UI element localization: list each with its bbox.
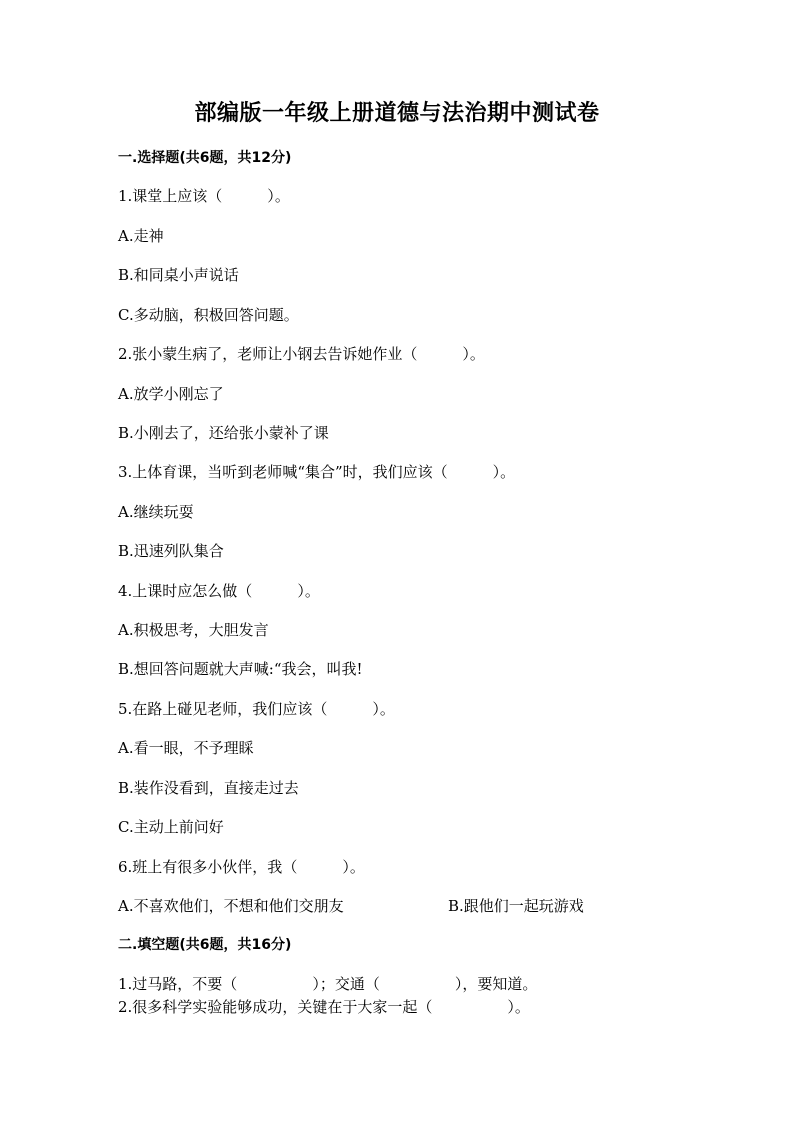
question-option: A.积极思考，大胆发言: [118, 621, 269, 639]
question-option: C.主动上前问好: [118, 818, 224, 836]
question-stem: 1.课堂上应该（ ）。: [118, 187, 290, 205]
fill-question: 1.过马路，不要（ ）；交通（ ），要知道。: [118, 975, 538, 993]
question-stem: 5.在路上碰见老师，我们应该（ ）。: [118, 700, 395, 718]
question-option: B.迅速列队集合: [118, 542, 224, 560]
question-option: A.走神: [118, 227, 164, 245]
question-option: A.不喜欢他们，不想和他们交朋友: [118, 897, 344, 915]
question-option: B.想回答问题就大声喊:“我会，叫我!: [118, 660, 363, 678]
question-stem: 6.班上有很多小伙伴，我（ ）。: [118, 858, 365, 876]
question-stem: 3.上体育课，当听到老师喊“集合”时，我们应该（ ）。: [118, 463, 516, 481]
fill-question: 2.很多科学实验能够成功，关键在于大家一起（ ）。: [118, 998, 530, 1016]
question-option: A.继续玩耍: [118, 503, 194, 521]
question-option: B.小刚去了，还给张小蒙补了课: [118, 424, 329, 442]
question-stem: 2.张小蒙生病了，老师让小钢去告诉她作业（ ）。: [118, 345, 485, 363]
question-option: A.看一眼，不予理睬: [118, 739, 254, 757]
question-option: C.多动脑，积极回答问题。: [118, 306, 299, 324]
section-heading-choice: 一.选择题(共6题，共12分): [118, 150, 292, 166]
question-option: A.放学小刚忘了: [118, 385, 224, 403]
question-option: B.装作没看到，直接走过去: [118, 779, 299, 797]
exam-title: 部编版一年级上册道德与法治期中测试卷: [194, 101, 600, 126]
question-stem: 4.上课时应怎么做（ ）。: [118, 582, 320, 600]
question-option: B.和同桌小声说话: [118, 266, 239, 284]
question-option: B.跟他们一起玩游戏: [448, 897, 584, 915]
section-heading-fill: 二.填空题(共6题，共16分): [118, 937, 292, 953]
